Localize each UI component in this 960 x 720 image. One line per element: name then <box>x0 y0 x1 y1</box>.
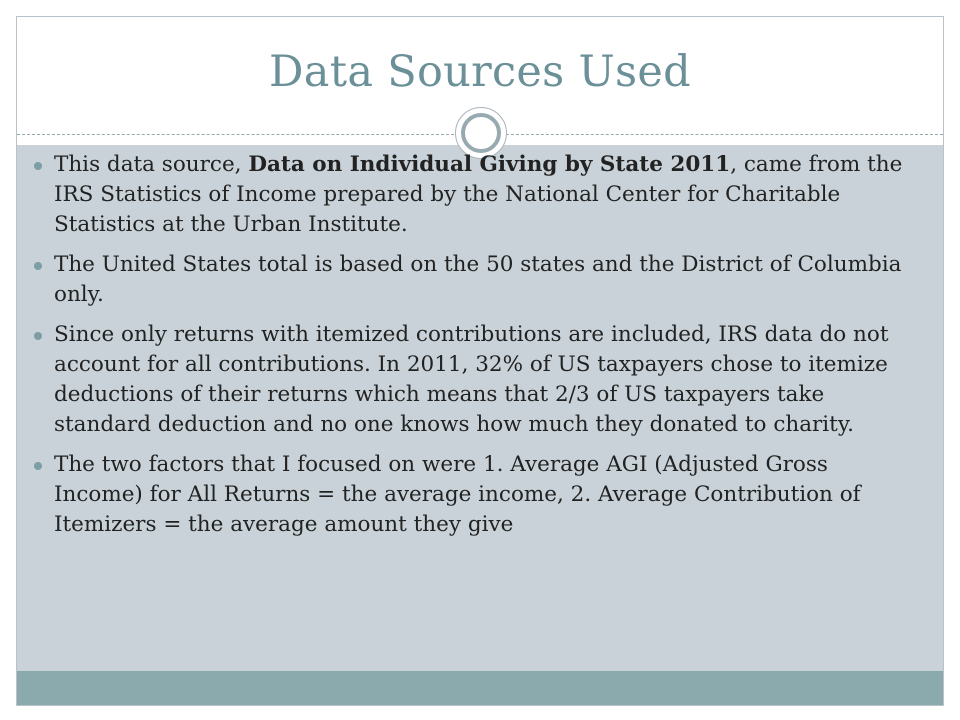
bullet-item <box>34 150 904 240</box>
bullet-item <box>34 250 904 310</box>
bullet-dot-icon <box>34 462 42 470</box>
bullet-item <box>34 450 904 540</box>
circle-ornament-ring <box>461 113 501 153</box>
bullet-text: The two factors that I focused on were 1. Average AGI (Adjusted Gross Income) for All Returns = the average income, 2. Average Contribution of Itemizers = the average amount they give <box>54 452 861 537</box>
bullet-item <box>34 320 904 440</box>
bullet-text-prefix: This data source, <box>54 152 249 177</box>
bullet-list <box>34 150 904 550</box>
bullet-text: Since only returns with itemized contributions are included, IRS data do not account for all contributions. In 2011, 32% of US taxpayers chose to itemize deductions of their returns which means that 2/3 of US taxpayers take standard deduction and no one knows how much they donated to charity. <box>54 322 889 437</box>
slide-title: Data Sources Used <box>269 47 691 97</box>
footer-bar <box>17 671 943 705</box>
bullet-dot-icon <box>34 162 42 170</box>
bullet-text: The United States total is based on the 50 states and the District of Columbia only. <box>54 252 902 307</box>
bullet-bold-source: Data on Individual Giving by State 2011 <box>248 152 731 177</box>
bullet-dot-icon <box>34 332 42 340</box>
bullet-dot-icon <box>34 262 42 270</box>
bullet-text-suffix: , came from the IRS Statistics of Income prepared by the National Center for Charitable Statistics at the Urban Institute. <box>54 152 903 237</box>
